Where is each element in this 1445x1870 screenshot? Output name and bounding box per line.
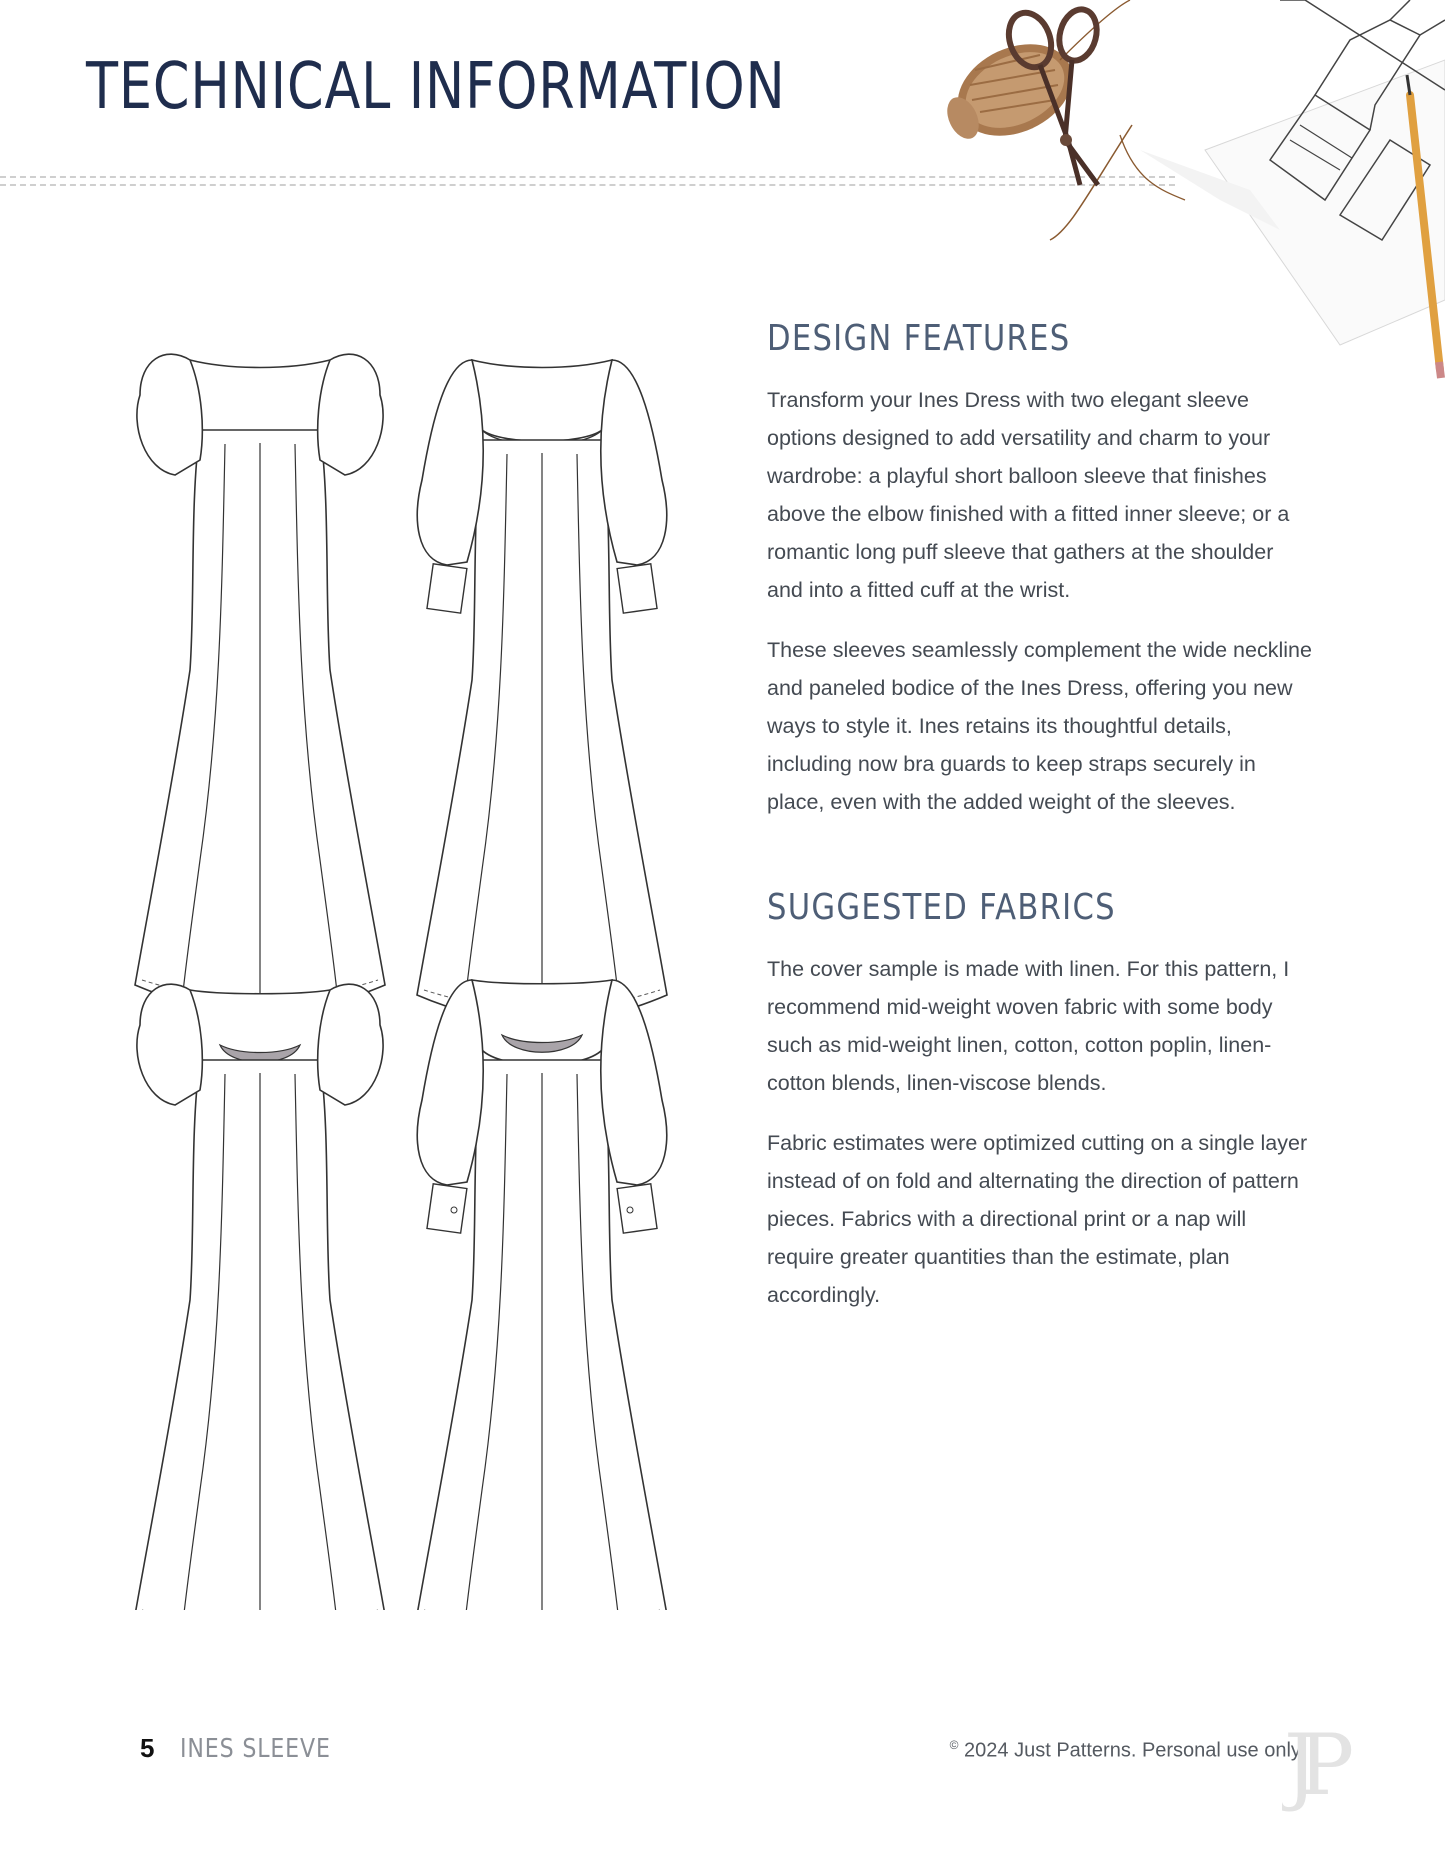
jp-logo (1282, 1716, 1382, 1816)
design-features-heading: DESIGN FEATURES (767, 318, 1071, 359)
flat-long-sleeve-back (417, 980, 667, 1610)
design-features-paragraph: These sleeves seamlessly complement the wide neckline and paneled bodice of the Ines Dress, offering you new ways to style it. Ines retains its thoughtful details, including now bra guards to keep straps securely in place, even with the added weight of the sleeves. (767, 638, 1312, 814)
copyright-notice (950, 1738, 1305, 1763)
pattern-paper-illustration (1140, 0, 1445, 345)
suggested-fabrics-paragraph: The cover sample is made with linen. For this pattern, I recommend mid-weight woven fabric with some body such as mid-weight linen, cotton, cotton poplin, linen-cotton blends, linen-viscose blends. (767, 957, 1290, 1095)
page-number: 5 (140, 1733, 155, 1763)
footer-left (140, 1733, 357, 1764)
flat-long-sleeve-front (417, 360, 667, 1022)
jp-logo-text: JP (1284, 1716, 1335, 1814)
flat-short-sleeve-front (135, 354, 385, 1012)
flat-short-sleeve-back (135, 984, 385, 1610)
suggested-fabrics-paragraph: Fabric estimates were optimized cutting on a single layer instead of on fold and alternating the direction of pattern pieces. Fabrics with a directional print or a nap will require greater quantities than the estimate, plan accordingly. (767, 1131, 1308, 1307)
document-name: INES SLEEVE (179, 1734, 331, 1764)
design-features-paragraph: Transform your Ines Dress with two elegant sleeve options designed to add versatility and charm to your wardrobe: a playful short balloon sleeve that finishes above the elbow finished with a fitted inner sleeve; or a romantic long puff sleeve that gathers at the shoulder and into a fitted cuff at the wrist. (767, 388, 1290, 602)
text-column (767, 318, 1312, 1336)
copyright-text: 2024 Just Patterns. Personal use only. (958, 1739, 1305, 1762)
technical-flats (130, 340, 740, 1610)
page-title: TECHNICAL INFORMATION (86, 50, 786, 124)
suggested-fabrics-heading: SUGGESTED FABRICS (767, 887, 1116, 928)
copyright-symbol: © (949, 1738, 959, 1752)
